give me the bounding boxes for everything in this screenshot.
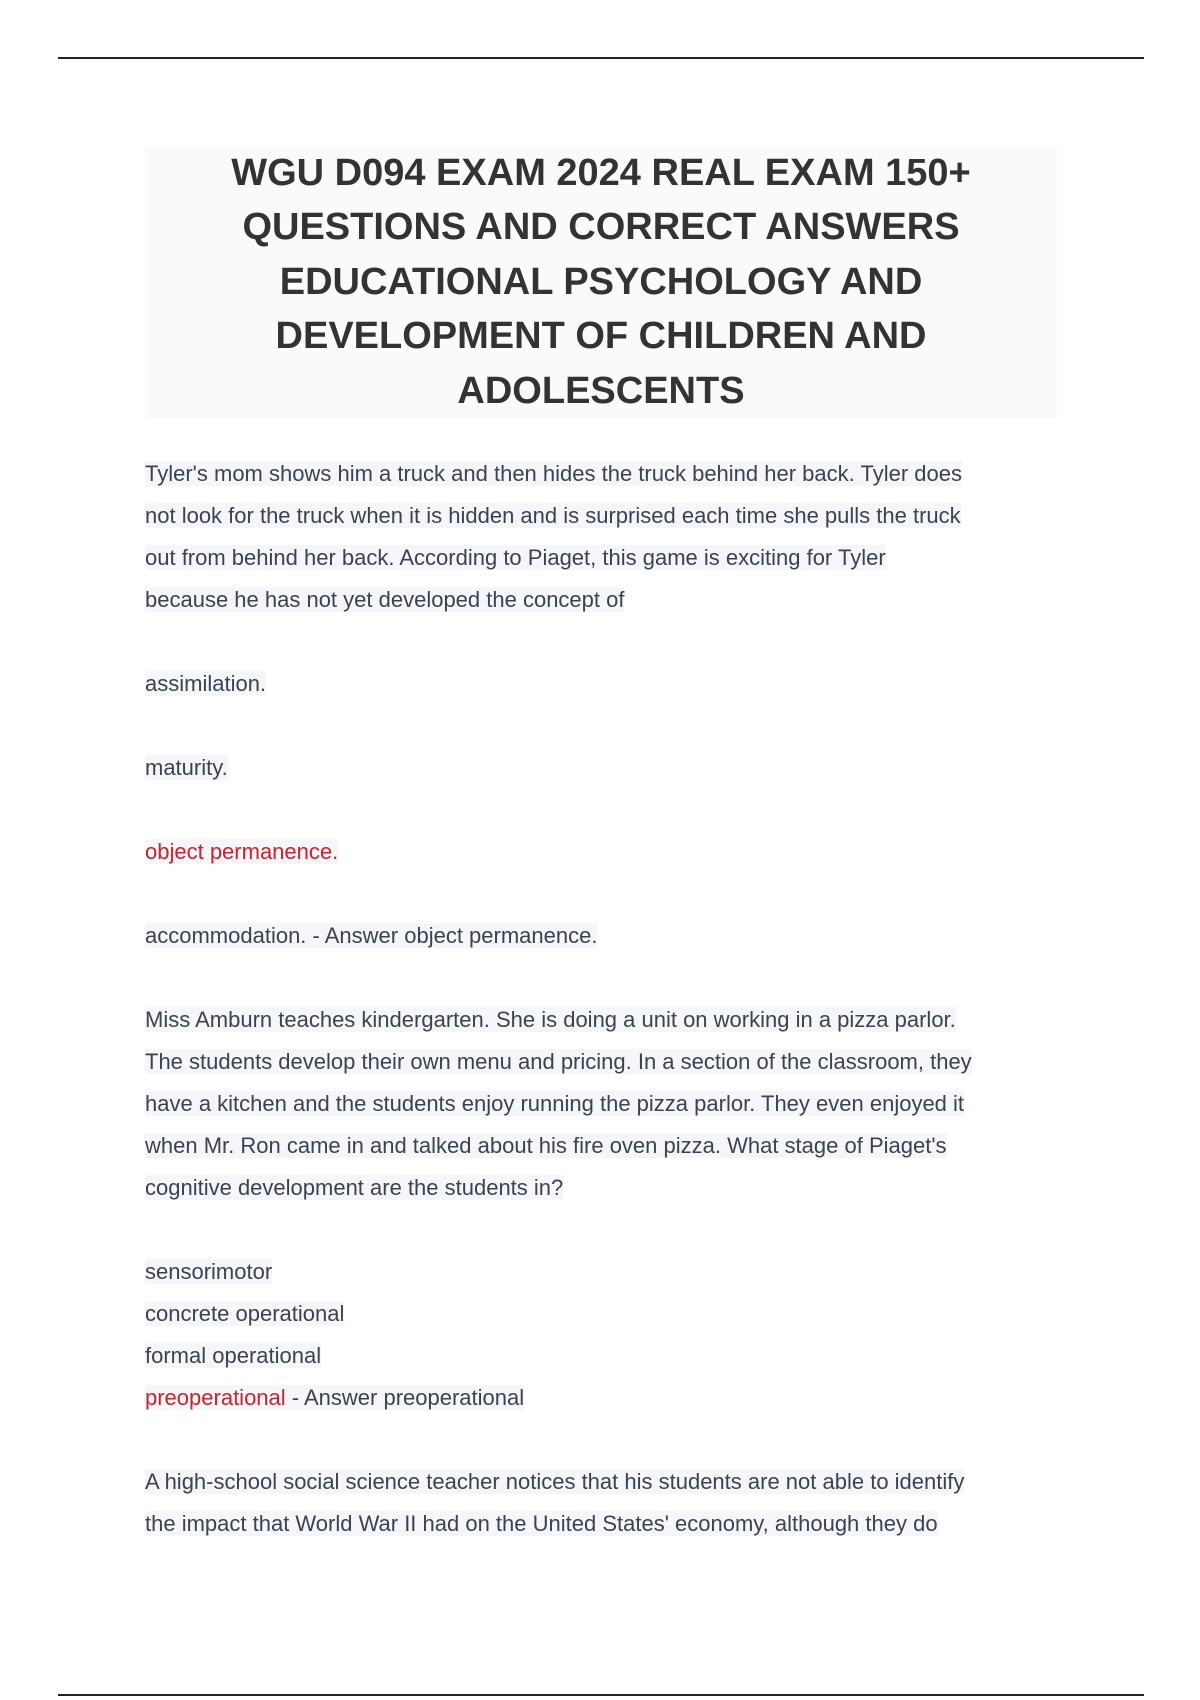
question-1-answer: - Answer object permanence. bbox=[306, 923, 598, 948]
question-2-line-4: when Mr. Ron came in and talked about his fire oven pizza. What stage of Piaget's bbox=[145, 1133, 947, 1158]
question-2-correct-option: preoperational bbox=[145, 1385, 286, 1410]
question-3 bbox=[145, 1461, 1065, 1545]
question-1-line-1: Tyler's mom shows him a truck and then hides the truck behind her back. Tyler does bbox=[145, 461, 962, 486]
question-1-option-2: maturity. bbox=[145, 755, 228, 780]
top-rule bbox=[58, 57, 1144, 59]
question-1 bbox=[145, 453, 1065, 999]
document-body bbox=[145, 453, 1065, 1545]
question-2-option-2: concrete operational bbox=[145, 1301, 345, 1326]
question-3-line-1: A high-school social science teacher notices that his students are not able to identify bbox=[145, 1469, 965, 1494]
document-title: WGU D094 EXAM 2024 REAL EXAM 150+ QUESTIONS AND CORRECT ANSWERS EDUCATIONAL PSYCHOLOGY AND DEVELOPMENT OF CHILDREN AND ADOLESCENTS bbox=[231, 151, 971, 412]
question-2-line-1: Miss Amburn teaches kindergarten. She is doing a unit on working in a pizza parlor. bbox=[145, 1007, 956, 1032]
question-2-line-3: have a kitchen and the students enjoy running the pizza parlor. They even enjoyed it bbox=[145, 1091, 965, 1116]
question-2-option-3: formal operational bbox=[145, 1343, 322, 1368]
question-1-line-2: not look for the truck when it is hidden and is surprised each time she pulls the truck bbox=[145, 503, 961, 528]
question-1-correct-option: object permanence. bbox=[145, 839, 339, 864]
question-2-line-2: The students develop their own menu and pricing. In a section of the classroom, they bbox=[145, 1049, 972, 1074]
question-2-line-5: cognitive development are the students in? bbox=[145, 1175, 564, 1200]
bottom-rule bbox=[58, 1694, 1144, 1696]
question-3-line-2: the impact that World War II had on the United States' economy, although they do bbox=[145, 1511, 938, 1536]
question-1-option-4: accommodation. bbox=[145, 923, 307, 948]
question-2 bbox=[145, 999, 1065, 1461]
question-1-line-3: out from behind her back. According to Piaget, this game is exciting for Tyler bbox=[145, 545, 886, 570]
question-1-line-4: because he has not yet developed the concept of bbox=[145, 587, 625, 612]
question-1-option-1: assimilation. bbox=[145, 671, 267, 696]
question-2-option-1: sensorimotor bbox=[145, 1259, 273, 1284]
question-2-answer: - Answer preoperational bbox=[285, 1385, 525, 1410]
title-block bbox=[145, 146, 1057, 418]
